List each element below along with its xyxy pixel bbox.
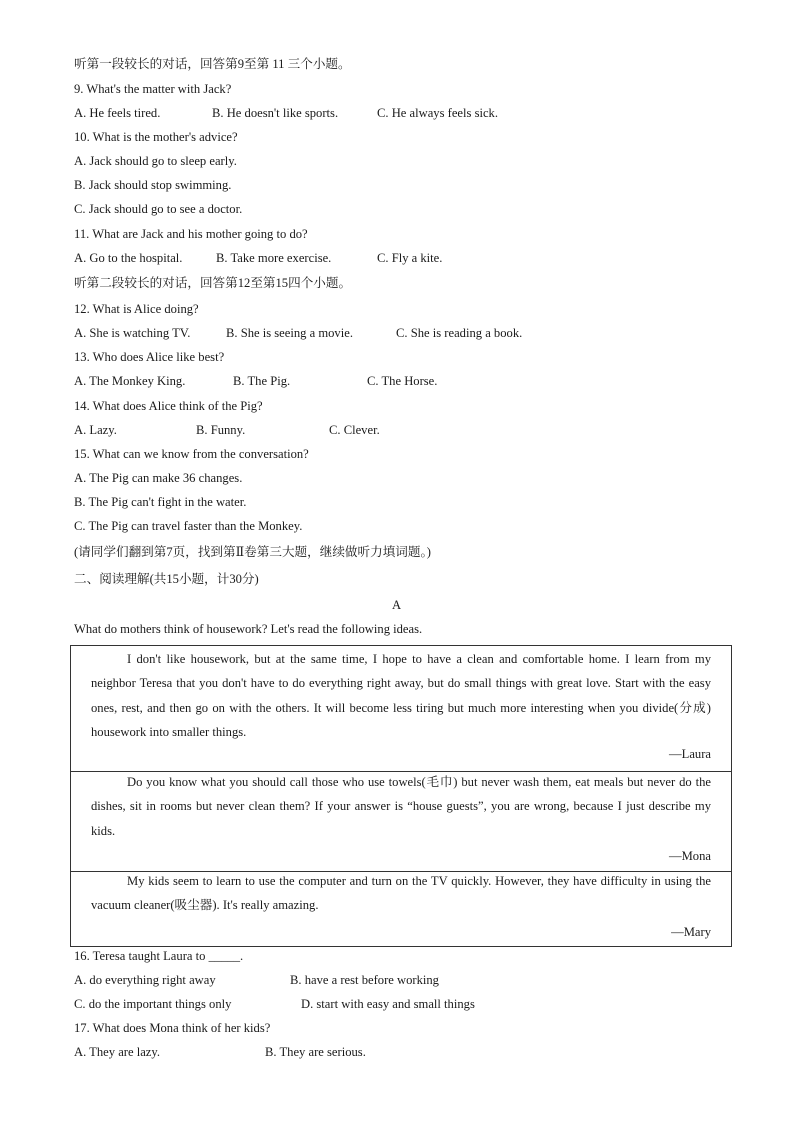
question-10-option-b: B. Jack should stop swimming. <box>74 178 232 192</box>
question-11-stem: 11. What are Jack and his mother going to do? <box>74 227 308 241</box>
question-14-option-a: A. Lazy. <box>74 423 117 437</box>
question-9-option-c: C. He always feels sick. <box>377 106 499 120</box>
question-13-stem: 13. Who does Alice like best? <box>74 350 225 364</box>
question-10-option-c: C. Jack should go to see a doctor. <box>74 202 243 216</box>
idea-text-mary: My kids seem to learn to use the computer and turn on the TV quickly. However, they have difficulty in using the vacuum cleaner(吸尘器). It's really amazing. <box>91 874 711 913</box>
idea-author-mona: —Mona <box>669 849 711 863</box>
question-15-option-b: B. The Pig can't fight in the water. <box>74 495 247 509</box>
passage-intro: What do mothers think of housework? Let's read the following ideas. <box>74 622 423 636</box>
question-12-option-b: B. She is seeing a movie. <box>226 326 353 340</box>
question-13-option-c: C. The Horse. <box>367 374 438 388</box>
section1-intro: 听第一段较长的对话，回答第9至第 11 三个小题。 <box>74 57 351 71</box>
question-9-option-b: B. He doesn't like sports. <box>212 106 339 120</box>
idea-box-mona <box>70 771 732 871</box>
question-16-stem: 16. Teresa taught Laura to _____. <box>74 949 244 963</box>
idea-box-mary <box>70 871 732 947</box>
question-14-option-b: B. Funny. <box>196 423 246 437</box>
question-17-stem: 17. What does Mona think of her kids? <box>74 1021 271 1035</box>
idea-author-mary: —Mary <box>671 925 711 939</box>
question-9-stem: 9. What's the matter with Jack? <box>74 82 232 96</box>
question-15-option-a: A. The Pig can make 36 changes. <box>74 471 243 485</box>
reading-section-title: 二、阅读理解(共15小题，计30分) <box>74 572 259 586</box>
question-12-stem: 12. What is Alice doing? <box>74 302 199 316</box>
question-16-option-d: D. start with easy and small things <box>301 997 475 1011</box>
question-11-option-c: C. Fly a kite. <box>377 251 443 265</box>
question-11-option-a: A. Go to the hospital. <box>74 251 183 265</box>
idea-box-laura <box>70 645 732 771</box>
question-16-option-a: A. do everything right away <box>74 973 216 987</box>
turn-page-note: (请同学们翻到第7页，找到第Ⅱ卷第三大题，继续做听力填词题。) <box>74 545 431 559</box>
question-16-option-b: B. have a rest before working <box>290 973 439 987</box>
question-10-option-a: A. Jack should go to sleep early. <box>74 154 237 168</box>
question-15-option-c: C. The Pig can travel faster than the Monkey. <box>74 519 303 533</box>
idea-text-laura: I don't like housework, but at the same time, I hope to have a clean and comfortable home. I learn from my neighbor Teresa that you don't have to do everything right away, but do small things with great love. Start with the easy ones, rest, and then go on with the others. It will become less tiring but much more interesting when you divide(分成) housework into smaller things. <box>91 652 711 740</box>
question-10-stem: 10. What is the mother's advice? <box>74 130 238 144</box>
question-11-option-b: B. Take more exercise. <box>216 251 332 265</box>
question-16-option-c: C. do the important things only <box>74 997 232 1011</box>
section2-intro: 听第二段较长的对话，回答第12至第15四个小题。 <box>74 276 352 290</box>
idea-author-laura: —Laura <box>669 747 711 761</box>
question-14-option-c: C. Clever. <box>329 423 380 437</box>
question-17-option-a: A. They are lazy. <box>74 1045 161 1059</box>
question-12-option-a: A. She is watching TV. <box>74 326 191 340</box>
question-13-option-b: B. The Pig. <box>233 374 291 388</box>
question-15-stem: 15. What can we know from the conversation? <box>74 447 309 461</box>
passage-label: A <box>391 598 402 612</box>
question-17-option-b: B. They are serious. <box>265 1045 366 1059</box>
question-9-option-a: A. He feels tired. <box>74 106 161 120</box>
question-13-option-a: A. The Monkey King. <box>74 374 186 388</box>
question-12-option-c: C. She is reading a book. <box>396 326 523 340</box>
idea-text-mona: Do you know what you should call those who use towels(毛巾) but never wash them, eat meals but never do the dishes, sit in rooms but never clean them? If your answer is “house guests”, you are wrong, because I just describe my kids. <box>91 775 711 838</box>
question-14-stem: 14. What does Alice think of the Pig? <box>74 399 263 413</box>
